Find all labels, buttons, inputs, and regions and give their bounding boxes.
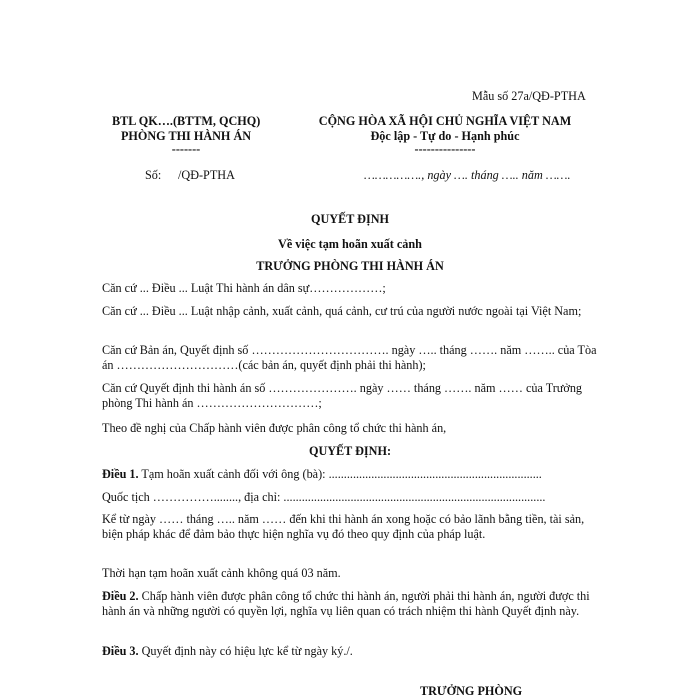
article-2 [102,589,602,619]
article-1-nationality: Quốc tịch ……………........, địa chỉ: ...................................................................................... [102,490,546,504]
article-1-line-1 [102,467,602,482]
date-line: ……………., ngày …. tháng ….. năm ……. [364,168,571,182]
article-1-label: Điều 1. [102,467,139,481]
left-separator: ------- [171,142,201,156]
article-1-duration: Kể từ ngày …… tháng ….. năm …… đến khi thi hành án xong hoặc có bảo lãnh bằng tiền, tài sản, biện pháp khác để đảm bảo thực hiện nghĩa vụ đó theo quy định của pháp luật. [102,512,585,541]
department-name: PHÒNG THI HÀNH ÁN [120,129,252,143]
decision-heading: QUYẾT ĐỊNH: [308,444,392,458]
document-title: QUYẾT ĐỊNH [311,212,389,226]
issuing-authority: TRƯỞNG PHÒNG THI HÀNH ÁN [256,259,444,273]
unit-name: BTL QK….(BTTM, QCHQ) [112,114,261,128]
article-3 [102,644,602,659]
country-name: CỘNG HÒA XÃ HỘI CHỦ NGHĨA VIỆT NAM [318,114,572,128]
document-subject: Về việc tạm hoãn xuất cảnh [278,237,422,251]
number-label: Số: [145,168,162,182]
article-1-limit: Thời hạn tạm hoãn xuất cảnh không quá 03 năm. [102,566,341,580]
basis-immigration-law: Căn cứ ... Điều ... Luật nhập cảnh, xuất cảnh, quá cảnh, cư trú của người nước ngoài tại Việt Nam; [102,304,582,318]
basis-civil-judgment-law: Căn cứ ... Điều ... Luật Thi hành án dân sự………………; [102,281,386,295]
article-2-text: Chấp hành viên được phân công tổ chức thi hành án, người phải thi hành án, người được thi hành án và những người có quyền lợi, nghĩa vụ liên quan có trách nhiệm thi hành Quyết định này. [102,589,590,618]
article-2-label: Điều 2. [102,589,139,603]
basis-proposal: Theo đề nghị của Chấp hành viên được phân công tổ chức thi hành án, [102,421,447,435]
signature-title: TRƯỞNG PHÒNG [420,684,523,698]
number-suffix: /QĐ-PTHA [178,168,235,182]
right-separator: --------------- [414,142,476,156]
basis-court-judgment: Căn cứ Bản án, Quyết định số ……………………………. ngày ….. tháng ……. năm …….. của Tòa án …………………………(các bản án, quyết định phải thi hành); [102,343,597,372]
basis-enforcement-decision: Căn cứ Quyết định thi hành án số …………………. ngày …… tháng ……. năm …… của Trưởng phòng Thi hành án …………………………; [102,381,583,410]
form-number: Mẫu số 27a/QĐ-PTHA [472,89,586,103]
article-3-text: Quyết định này có hiệu lực kể từ ngày ký./. [138,644,353,658]
article-1-subject: Tạm hoãn xuất cảnh đối với ông (bà): ...................................................................... [138,467,542,481]
article-3-label: Điều 3. [102,644,139,658]
motto: Độc lập - Tự do - Hạnh phúc [370,129,520,143]
